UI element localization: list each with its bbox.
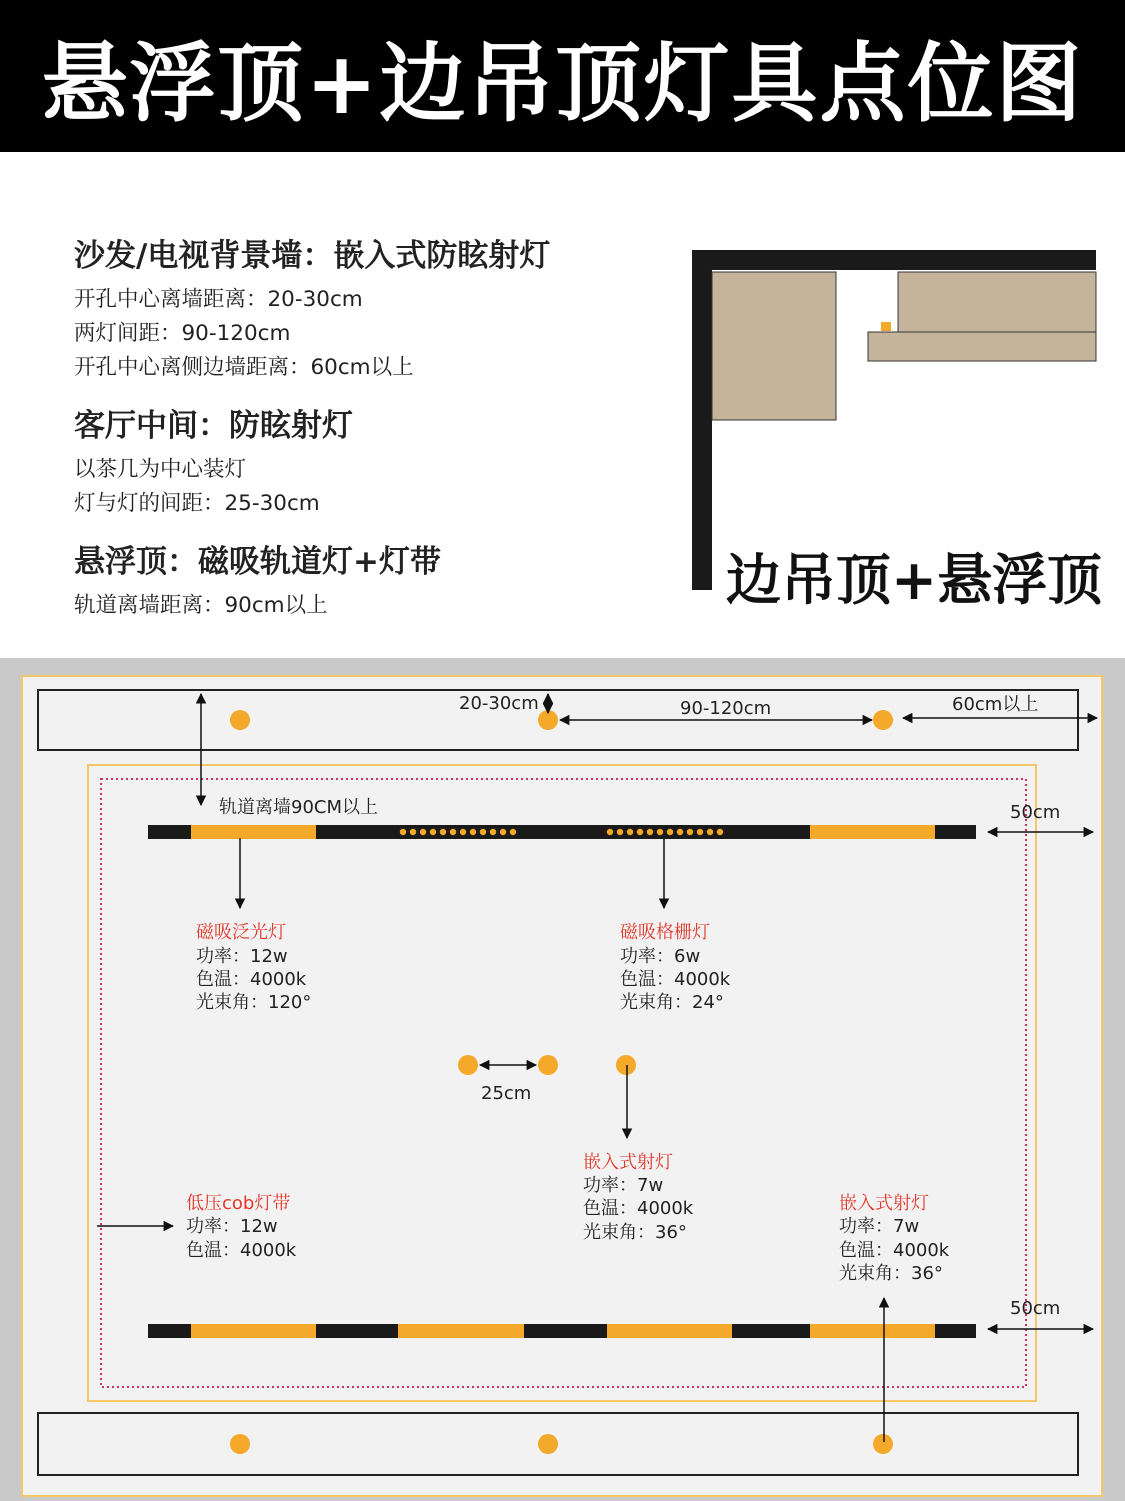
- spec-line: 两灯间距：90-120cm: [74, 321, 291, 346]
- downlight-icon: [458, 1055, 478, 1075]
- grille-led-dot: [450, 829, 456, 835]
- dim-top-edge: 50cm: [1010, 802, 1061, 823]
- grille-led-dot: [677, 829, 683, 835]
- fixture-spec: 功率：12w: [186, 1216, 278, 1237]
- grille-led-dot: [627, 829, 633, 835]
- downlight-icon: [873, 710, 893, 730]
- fixture-title: 嵌入式射灯: [583, 1152, 673, 1173]
- flood-light-module: [398, 1324, 524, 1338]
- dim-spacing: 90-120cm: [680, 698, 772, 719]
- fixture-spec: 功率：6w: [620, 946, 701, 967]
- page-title: 悬浮顶+边吊顶灯具点位图: [41, 34, 1084, 134]
- grille-led-dot: [410, 829, 416, 835]
- fixture-spec: 功率：7w: [839, 1216, 920, 1237]
- section-diagram-label: 边吊顶+悬浮顶: [726, 548, 1103, 612]
- grille-led-dot: [470, 829, 476, 835]
- magnetic-track-top: [148, 825, 976, 839]
- spec-heading: 客厅中间：防眩射灯: [74, 408, 353, 444]
- grille-led-dot: [717, 829, 723, 835]
- ceiling-slab: [692, 250, 1096, 270]
- dim-track-wall: 轨道离墙90CM以上: [219, 797, 379, 818]
- floating-ceiling-lower: [868, 332, 1096, 361]
- fixture-spec: 功率：7w: [583, 1175, 664, 1196]
- grille-led-dot: [687, 829, 693, 835]
- spec-line: 开孔中心离侧边墙距离：60cm以上: [74, 355, 414, 380]
- fixture-spec: 光束角：36°: [839, 1263, 943, 1284]
- fixture-spec: 光束角：24°: [620, 992, 724, 1013]
- fixture-title: 磁吸格栅灯: [620, 922, 710, 943]
- spec-line: 开孔中心离墙距离：20-30cm: [74, 287, 363, 312]
- downlight-icon: [230, 710, 250, 730]
- fixture-title: 嵌入式射灯: [839, 1193, 929, 1214]
- grille-led-dot: [697, 829, 703, 835]
- flood-light-module: [191, 825, 316, 839]
- side-drop-ceiling: [712, 272, 836, 420]
- ceiling-plan: [0, 658, 1125, 1501]
- spec-line: 灯与灯的间距：25-30cm: [74, 491, 320, 516]
- fixture-title: 磁吸泛光灯: [196, 922, 286, 943]
- grille-led-dot: [657, 829, 663, 835]
- dim-side-wall: 60cm以上: [952, 694, 1039, 715]
- fixture-spec: 色温：4000k: [839, 1240, 950, 1261]
- grille-led-dot: [707, 829, 713, 835]
- downlight-icon: [538, 1055, 558, 1075]
- dim-bottom-edge: 50cm: [1010, 1298, 1061, 1319]
- fixture-spec: 光束角：36°: [583, 1222, 687, 1243]
- fixture-spec: 色温：4000k: [196, 969, 307, 990]
- downlight-icon: [616, 1055, 636, 1075]
- led-strip-icon: [881, 322, 891, 331]
- grille-led-dot: [480, 829, 486, 835]
- downlight-icon: [230, 1434, 250, 1454]
- flood-light-module: [810, 1324, 935, 1338]
- spec-block-tv-wall: [74, 230, 550, 385]
- spec-block-living-room: [74, 400, 353, 521]
- magnetic-track-bottom: [148, 1324, 976, 1338]
- grille-led-dot: [440, 829, 446, 835]
- title-banner: [0, 0, 1125, 152]
- downlight-icon: [538, 1434, 558, 1454]
- dim-center-spacing: 25cm: [481, 1083, 532, 1104]
- floating-ceiling-upper: [898, 272, 1096, 332]
- fixture-spec: 色温：4000k: [186, 1240, 297, 1261]
- grille-led-dot: [490, 829, 496, 835]
- flood-light-module: [191, 1324, 316, 1338]
- flood-light-module: [607, 1324, 732, 1338]
- fixture-spec: 功率：12w: [196, 946, 288, 967]
- flood-light-module: [810, 825, 935, 839]
- spec-line: 以茶几为中心装灯: [74, 457, 247, 482]
- spec-heading: 悬浮顶：磁吸轨道灯+灯带: [74, 544, 441, 580]
- fixture-title: 低压cob灯带: [186, 1193, 291, 1214]
- wall: [692, 250, 712, 590]
- grille-led-dot: [430, 829, 436, 835]
- grille-led-dot: [617, 829, 623, 835]
- grille-led-dot: [400, 829, 406, 835]
- spec-block-floating-ceiling: [74, 536, 441, 623]
- fixture-spec: 色温：4000k: [620, 969, 731, 990]
- grille-led-dot: [460, 829, 466, 835]
- grille-led-dot: [607, 829, 613, 835]
- spec-line: 轨道离墙距离：90cm以上: [74, 593, 328, 618]
- grille-led-dot: [667, 829, 673, 835]
- grille-led-dot: [647, 829, 653, 835]
- grille-led-dot: [637, 829, 643, 835]
- dim-wall-offset: 20-30cm: [459, 693, 539, 714]
- grille-led-dot: [420, 829, 426, 835]
- fixture-spec: 光束角：120°: [196, 992, 312, 1013]
- grille-led-dot: [510, 829, 516, 835]
- grille-led-dot: [500, 829, 506, 835]
- fixture-spec: 色温：4000k: [583, 1198, 694, 1219]
- spec-heading: 沙发/电视背景墙：嵌入式防眩射灯: [74, 238, 551, 274]
- room-outline: [22, 676, 1102, 1496]
- downlight-icon: [873, 1434, 893, 1454]
